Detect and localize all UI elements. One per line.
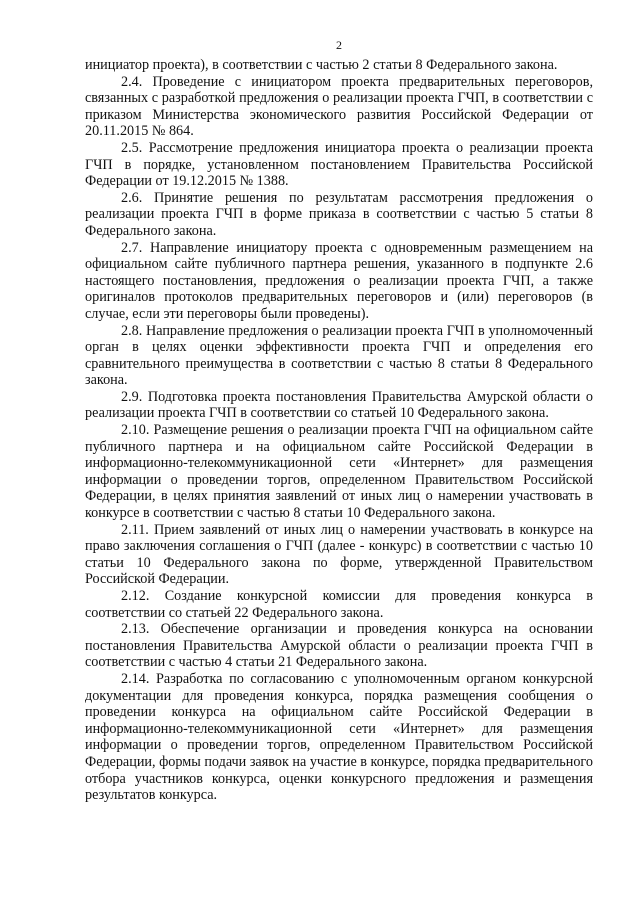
- paragraph-2-10: 2.10. Размещение решения о реализации проекта ГЧП на официальном сайте публичного партнера и на официальном сайте Российской Федерации в информационно-телекоммуникационной сети «Интернет» для размещения информации о проведении торгов, определенном Правительством Российской Федерации, в целях принятия заявлений от иных лиц о намерении участвовать в конкурсе в соответствии с частью 8 статьи 10 Федерального закона.: [85, 422, 593, 522]
- paragraph-2-12: 2.12. Создание конкурсной комиссии для проведения конкурса в соответствии со статьей 22 Федерального закона.: [85, 588, 593, 621]
- paragraph-2-7: 2.7. Направление инициатору проекта с одновременным размещением на официальном сайте публичного партнера решения, указанного в подпункте 2.6 настоящего постановления, предложения о реализации проекта ГЧП, а также оригиналов протоколов предварительных переговоров и (или) переговоров (в случае, если эти переговоры были проведены).: [85, 239, 593, 322]
- paragraph-2-13: 2.13. Обеспечение организации и проведения конкурса на основании постановления Правительства Амурской области о реализации проекта ГЧП в соответствии с частью 4 статьи 21 Федерального закона.: [85, 621, 593, 671]
- paragraph-2-4: 2.4. Проведение с инициатором проекта предварительных переговоров, связанных с разработкой предложения о реализации проекта ГЧП, в соответствии с приказом Министерства экономического развития Российской Федерации от 20.11.2015 № 864.: [85, 73, 593, 140]
- paragraph-2-11: 2.11. Прием заявлений от иных лиц о намерении участвовать в конкурсе на право заключения соглашения о ГЧП (далее - конкурс) в соответствии с частью 10 статьи 10 Федерального закона по форме, утвержденной Правительством Российской Федерации.: [85, 521, 593, 588]
- paragraph-2-14: 2.14. Разработка по согласованию с уполномоченным органом конкурсной документации для проведения конкурса, порядка размещения сообщения о проведении конкурса на официальном сайте Российской Федерации в информационно-телекоммуникационной сети «Интернет» для размещения информации о проведении торгов, определенном Правительством Российской Федерации, формы подачи заявок на участие в конкурсе, порядка предварительного отбора участников конкурса, оценки конкурсного предложения и размещения результатов конкурса.: [85, 670, 593, 804]
- paragraph-continuation: инициатор проекта), в соответствии с частью 2 статьи 8 Федерального закона.: [85, 57, 558, 73]
- document-body: [85, 57, 593, 804]
- paragraph-2-5: 2.5. Рассмотрение предложения инициатора проекта о реализации проекта ГЧП в порядке, установленном постановлением Правительства Российской Федерации от 19.12.2015 № 1388.: [85, 139, 593, 190]
- page-number: 2: [336, 38, 342, 52]
- paragraph-2-9: 2.9. Подготовка проекта постановления Правительства Амурской области о реализации проекта ГЧП в соответствии со статьей 10 Федерального закона.: [85, 388, 593, 422]
- paragraph-2-8: 2.8. Направление предложения о реализации проекта ГЧП в уполномоченный орган в целях оценки эффективности проекта ГЧП и определения его сравнительного преимущества в соответствии с частью 8 статьи 8 Федерального закона.: [85, 322, 593, 389]
- paragraph-2-6: 2.6. Принятие решения по результатам рассмотрения предложения о реализации проекта ГЧП в форме приказа в соответствии с частью 5 статьи 8 Федерального закона.: [85, 189, 593, 239]
